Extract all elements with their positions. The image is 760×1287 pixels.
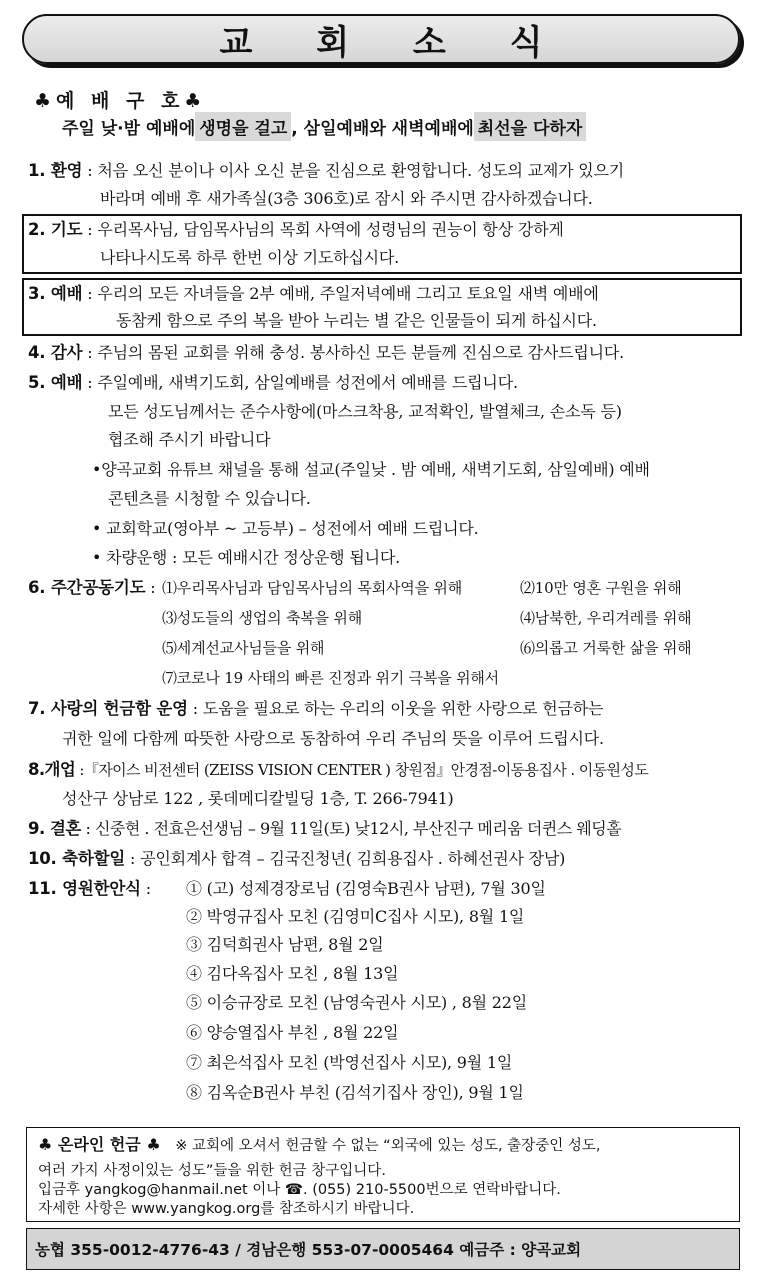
worship5-item <box>28 372 518 394</box>
wedding-line1: : 신중현 . 전효은선생님 – 9월 11일(토) 낮12시, 부산진구 메리움 더퀸스 웨딩홀 <box>85 819 622 838</box>
welcome-label: 1. 환영 <box>28 161 83 180</box>
condolence-label: 11. 영원한안식 <box>28 879 141 898</box>
welcome-line1: : 처음 오신 분이나 이사 오신 분을 진심으로 환영합니다. 성도의 교제가 있으기 <box>87 161 625 180</box>
weekly-prayer-4: ⑷남북한, 우리겨레를 위해 <box>520 609 692 627</box>
prayer-label: 2. 기도 <box>28 220 83 239</box>
prayer-line2: 나타나시도록 하루 한번 이상 기도하십시다. <box>100 248 400 267</box>
opening-line1: :『자이스 비전센터 (ZEISS VISION CENTER ) 창원점』안경점-이동용집사 . 이동원성도 <box>79 761 649 779</box>
weekly-prayer-colon: : <box>150 578 156 597</box>
worship5-line3: 협조해 주시기 바랍니다 <box>108 430 271 449</box>
worship5-bullet2: • 교회학교(영아부 ~ 고등부) – 성전에서 예배 드립니다. <box>92 519 479 538</box>
welcome-item <box>28 160 624 182</box>
weekly-prayer-5: ⑸세계선교사님들을 위해 <box>162 639 325 657</box>
condolence-item <box>28 878 151 900</box>
condolence-entry: ⑦ 최은석집사 모친 (박영선집사 시모), 9월 1일 <box>186 1053 513 1072</box>
online-offering-note2: 여러 가지 사정이있는 성도”들을 위한 헌금 창구입니다. <box>38 1163 386 1179</box>
weekly-prayer-3: ⑶성도들의 생업의 축복을 위해 <box>162 609 362 627</box>
online-offering-heading: ♣ 온라인 헌금 ♣ <box>38 1135 161 1154</box>
online-offering-contact: 입금후 yangkog@hanmail.net 이나 ☎. (055) 210-5500번으로 연락바랍니다. <box>38 1182 561 1198</box>
thanks-item <box>28 342 624 364</box>
love-offering-line2: 귀한 일에 다함께 따뜻한 사랑으로 동참하여 우리 주님의 뜻을 이루어 드립시다. <box>62 729 604 748</box>
opening-line2: 성산구 상남로 122 , 롯데메디칼빌딩 1층, T. 266-7941) <box>62 789 454 808</box>
online-offering-note1: ※ 교회에 오셔서 헌금할 수 없는 “외국에 있는 성도, 출장중인 성도, <box>175 1138 601 1154</box>
worship5-bullet3: • 차량운행 : 모든 예배시간 정상운행 됩니다. <box>92 548 400 567</box>
love-offering-item <box>28 698 603 720</box>
weekly-prayer-label: 6. 주간공동기도 <box>28 578 146 597</box>
worship5-label: 5. 예배 <box>28 373 83 392</box>
worship5-line1: : 주일예배, 새벽기도회, 삼일예배를 성전에서 예배를 드립니다. <box>87 373 518 392</box>
congrats-item <box>28 848 565 870</box>
motto-part2: , 삼일예배와 새벽예배에 <box>291 118 474 139</box>
condolence-entry: ④ 김다옥집사 모친 , 8월 13일 <box>186 964 399 983</box>
opening-item <box>28 759 648 781</box>
weekly-prayer-item <box>28 577 155 599</box>
motto-heading: ♣예 배 구 호♣ <box>34 90 207 112</box>
title-banner <box>22 14 740 64</box>
condolence-entry: ⑥ 양승열집사 부친 , 8월 22일 <box>186 1023 399 1042</box>
motto-highlight-1: 생명을 걸고 <box>195 112 291 141</box>
condolence-entry: ③ 김덕희권사 남편, 8월 2일 <box>186 935 384 954</box>
online-offering-row <box>38 1135 600 1156</box>
worship3-line1: : 우리의 모든 자녀들을 2부 예배, 주일저녁예배 그리고 토요일 새벽 예배에 <box>87 284 599 303</box>
prayer-item <box>28 219 564 241</box>
worship3-item <box>28 283 599 305</box>
condolence-entry: ⑤ 이승규장로 모친 (남영숙권사 시모) , 8월 22일 <box>186 993 528 1012</box>
motto-part1: 주일 낮·밤 예배에 <box>62 118 196 139</box>
condolence-entry: ① (고) 성제경장로님 (김영숙B권사 남편), 7월 30일 <box>186 879 546 898</box>
love-offering-label: 7. 사랑의 헌금함 운영 <box>28 699 188 718</box>
worship3-label: 3. 예배 <box>28 284 83 303</box>
wedding-label: 9. 결혼 <box>28 819 81 838</box>
weekly-prayer-6: ⑹의롭고 거룩한 삶을 위해 <box>520 639 692 657</box>
love-offering-line1: : 도움을 필요로 하는 우리의 이웃을 위한 사랑으로 헌금하는 <box>192 699 604 718</box>
thanks-line1: : 주님의 몸된 교회를 위해 충성. 봉사하신 모든 분들께 진심으로 감사드립니다. <box>87 343 625 362</box>
bank-accounts-bar <box>26 1228 740 1270</box>
motto-highlight-2: 최선을 다하자 <box>474 112 586 141</box>
weekly-prayer-1: ⑴우리목사님과 담임목사님의 목회사역을 위해 <box>162 579 463 597</box>
condolence-colon: : <box>145 879 151 898</box>
wedding-item <box>28 818 621 840</box>
worship3-line2: 동참케 함으로 주의 복을 받아 누리는 별 같은 인물들이 되게 하십시다. <box>116 311 597 330</box>
weekly-prayer-7: ⑺코로나 19 사태의 빠른 진정과 위기 극복을 위해서 <box>162 669 499 687</box>
thanks-label: 4. 감사 <box>28 343 83 362</box>
congrats-label: 10. 축하할일 <box>28 849 126 868</box>
prayer-line1: : 우리목사님, 담임목사님의 목회 사역에 성령님의 권능이 항상 강하게 <box>87 220 564 239</box>
condolence-entry: ⑧ 김옥순B권사 부친 (김석기집사 장인), 9월 1일 <box>186 1083 524 1102</box>
online-offering-website: 자세한 사항은 www.yangkog.org를 참조하시기 바랍니다. <box>38 1201 415 1217</box>
welcome-line2: 바라며 예배 후 새가족실(3층 306호)로 잠시 와 주시면 감사하겠습니다. <box>100 189 593 208</box>
page-title: 교 회 소 식 <box>219 22 569 63</box>
worship5-bullet1: •양곡교회 유튜브 채널을 통해 설교(주일낮 . 밤 예배, 새벽기도회, 삼일예배) 예배 <box>92 460 650 479</box>
bank-accounts: 농협 355-0012-4776-43 / 경남은행 553-07-0005464 예금주 : 양곡교회 <box>35 1241 582 1259</box>
opening-label: 8.개업 <box>28 760 76 779</box>
worship-motto <box>62 111 586 141</box>
condolence-entry: ② 박영규집사 모친 (김영미C집사 시모), 8월 1일 <box>186 907 525 926</box>
worship5-bullet1-cont: 콘텐츠를 시청할 수 있습니다. <box>108 489 311 508</box>
worship5-line2: 모든 성도님께서는 준수사항에(마스크착용, 교적확인, 발열체크, 손소독 등) <box>108 402 622 421</box>
congrats-line1: : 공인회계사 합격 – 김국진청년( 김희용집사 . 하혜선권사 장남) <box>130 849 566 868</box>
weekly-prayer-2: ⑵10만 영혼 구원을 위해 <box>520 579 682 597</box>
